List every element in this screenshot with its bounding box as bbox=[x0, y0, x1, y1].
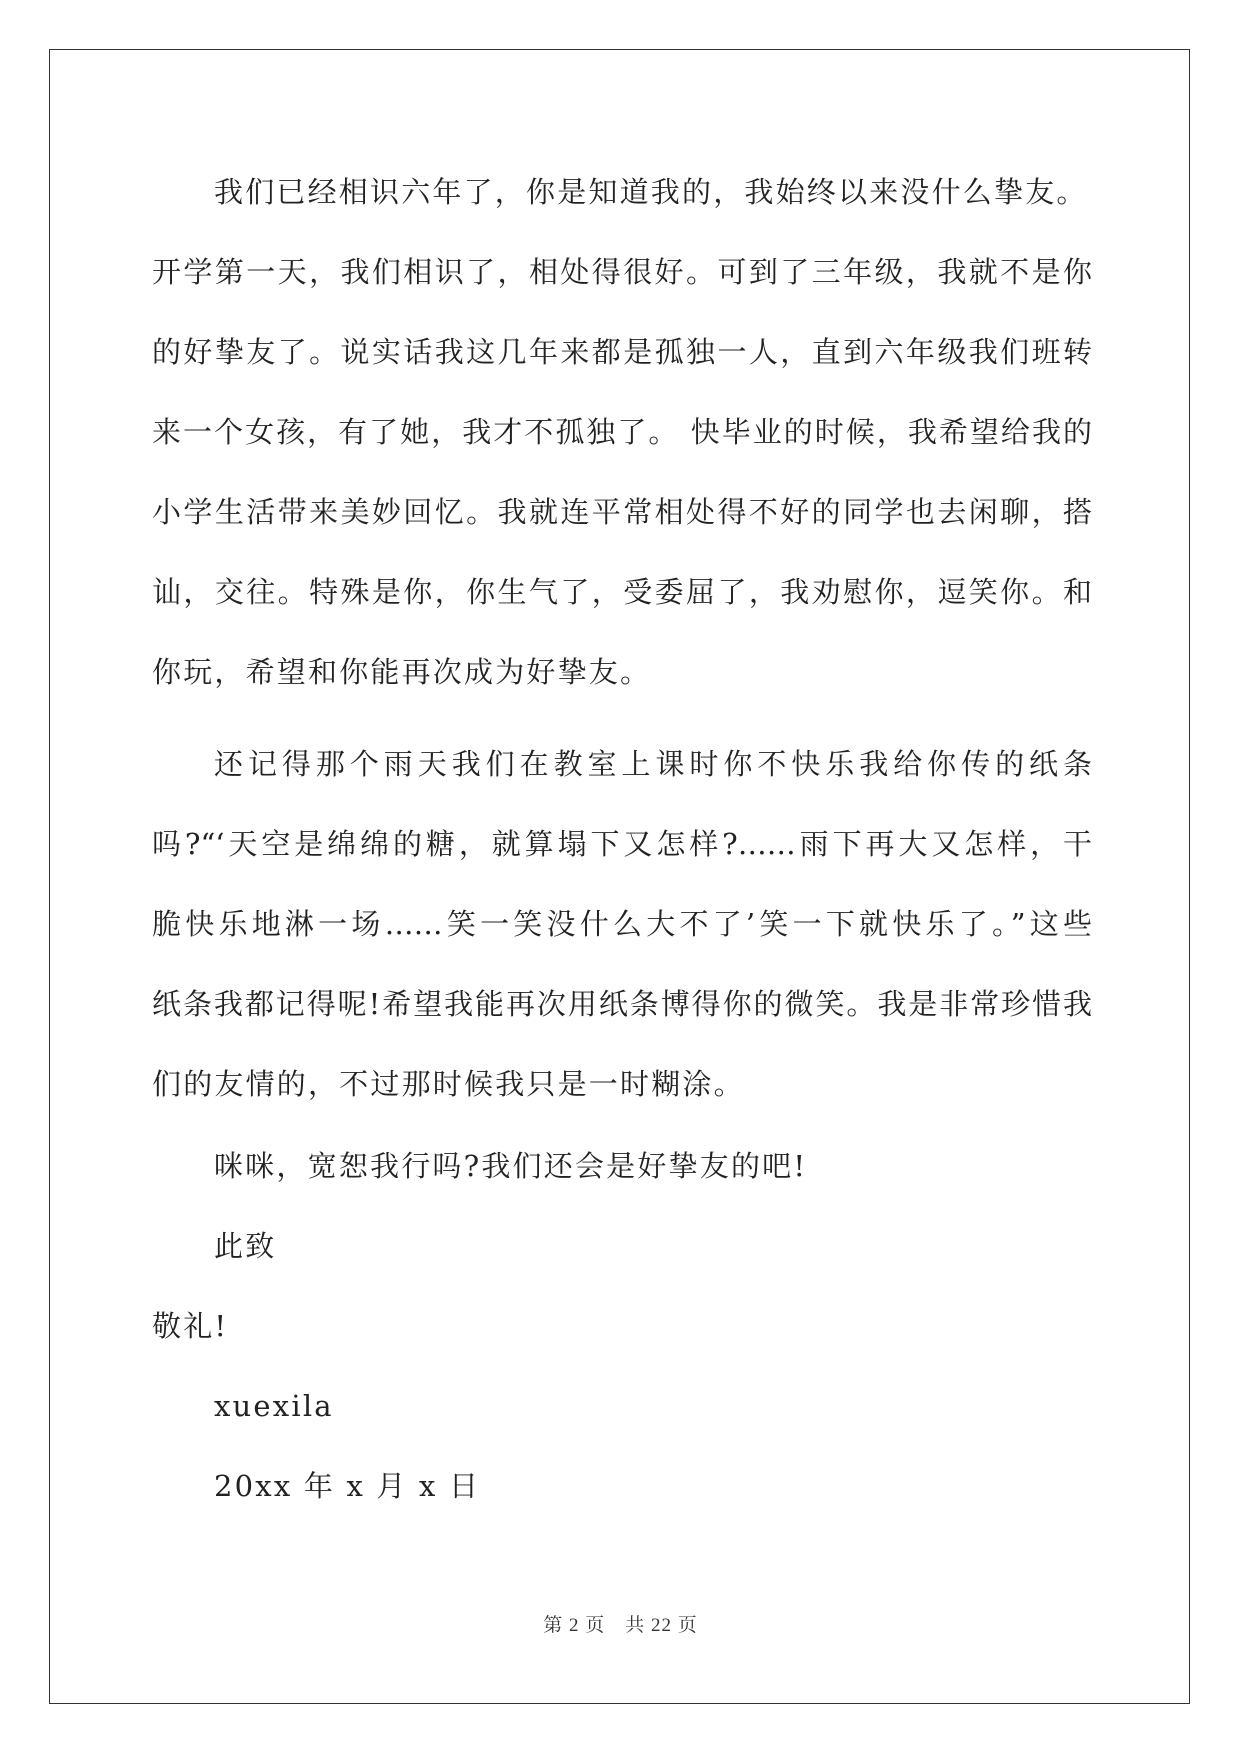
letter-line: 讪，交往。特殊是你，你生气了，受委屈了，我劝慰你，逗笑你。和 bbox=[152, 575, 1092, 609]
letter-line: 我们已经相识六年了，你是知道我的，我始终以来没什么挚友。 bbox=[214, 175, 1088, 209]
letter-line: 的好挚友了。说实话我这几年来都是孤独一人，直到六年级我们班转 bbox=[152, 335, 1092, 369]
letter-line: 吗?“‘天空是绵绵的糖，就算塌下又怎样?……雨下再大又怎样，干 bbox=[152, 827, 1092, 861]
letter-line: 还记得那个雨天我们在教室上课时你不快乐我给你传的纸条 bbox=[214, 747, 1092, 781]
letter-line: 咪咪，宽恕我行吗?我们还会是好挚友的吧! bbox=[214, 1149, 808, 1183]
page-footer bbox=[0, 1610, 1241, 1637]
letter-line: 你玩，希望和你能再次成为好挚友。 bbox=[152, 655, 652, 689]
letter-line: 脆快乐地淋一场……笑一笑没什么大不了’笑一下就快乐了。”这些 bbox=[152, 907, 1092, 941]
page-number: 第 2 页 bbox=[543, 1615, 606, 1636]
page-total: 共 22 页 bbox=[625, 1615, 698, 1636]
letter-line: 们的友情的，不过那时候我只是一时糊涂。 bbox=[152, 1067, 745, 1101]
signature-name: xuexila bbox=[214, 1389, 334, 1423]
letter-line: 小学生活带来美妙回忆。我就连平常相处得不好的同学也去闲聊，搭 bbox=[152, 495, 1092, 529]
page-border bbox=[49, 49, 1190, 1704]
closing-line: 此致 bbox=[214, 1229, 277, 1263]
salutation-line: 敬礼! bbox=[152, 1309, 229, 1343]
letter-line: 纸条我都记得呢!希望我能再次用纸条博得你的微笑。我是非常珍惜我 bbox=[152, 987, 1092, 1021]
letter-line: 开学第一天，我们相识了，相处得很好。可到了三年级，我就不是你 bbox=[152, 255, 1092, 289]
letter-line: 来一个女孩，有了她，我才不孤独了。 快毕业的时候，我希望给我的 bbox=[152, 415, 1092, 449]
signature-date: 20xx 年 x 月 x 日 bbox=[214, 1469, 481, 1503]
